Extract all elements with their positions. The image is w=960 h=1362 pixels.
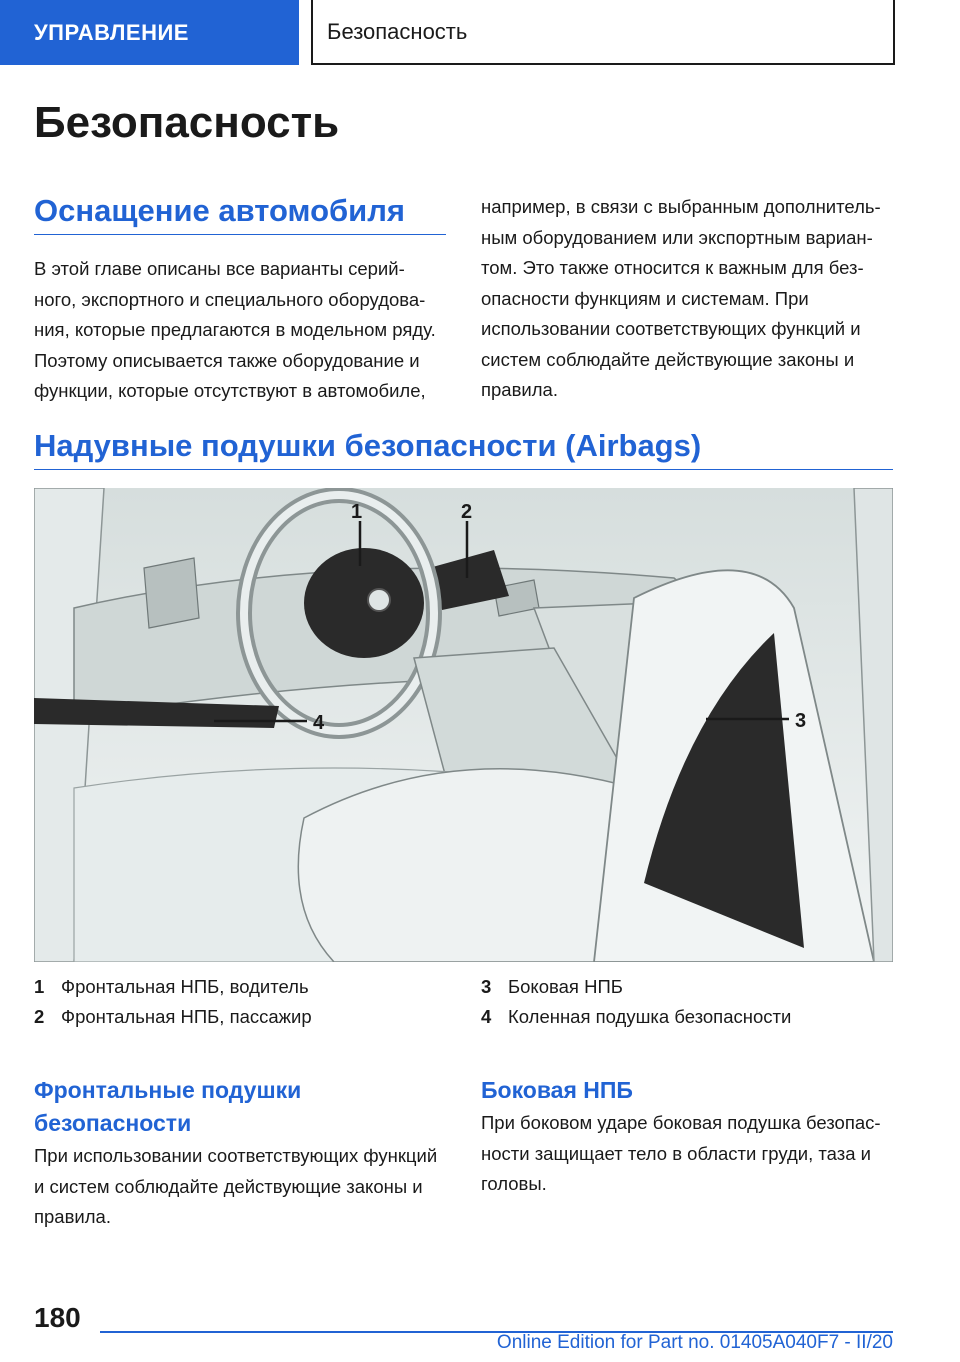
left-air-vent xyxy=(144,558,199,628)
footer-edition-text: Online Edition for Part no. 01405A040F7 - II/20 xyxy=(496,1332,893,1353)
car-interior-drawing xyxy=(34,488,893,962)
equipment-heading-rule xyxy=(34,234,446,235)
legend-item xyxy=(34,972,312,1002)
page-number: 180 xyxy=(34,1302,81,1333)
legend-text: Коленная подушка безопасности xyxy=(508,1006,792,1027)
header-subsection-label: Безопасность xyxy=(327,18,468,44)
header-section-tab xyxy=(0,0,299,65)
callout-number-1: 1 xyxy=(351,501,363,523)
side-airbag-text: При боковом ударе боковая подушка безопас- ности защищает тело в области груди, таза и головы. xyxy=(481,1112,881,1194)
legend-right xyxy=(481,972,791,1032)
equipment-text-left: В этой главе описаны все варианты серий- ного, экспортного и специального оборудова- ния, которые предлагаются в модельном ряду. Поэтому описывается также оборудование и функции, которые отсутствуют в автомобиле, xyxy=(34,258,436,401)
callout-number-2: 2 xyxy=(461,501,473,523)
bmw-logo xyxy=(368,589,390,611)
header-section-label: УПРАВЛЕНИЕ xyxy=(34,19,189,45)
airbag-illustration xyxy=(34,488,893,962)
callout-number-3: 3 xyxy=(795,710,807,732)
equipment-heading: Оснащение автомобиля xyxy=(34,193,405,228)
legend-number: 2 xyxy=(34,1006,45,1027)
legend-item xyxy=(481,1002,791,1032)
header-subsection-box xyxy=(311,0,895,65)
front-airbags-heading: Фронтальные подушки безопасности xyxy=(34,1077,302,1136)
legend-item xyxy=(481,972,791,1002)
airbags-heading-rule xyxy=(34,469,893,470)
equipment-text-right: например, в связи с выбранным дополнитель- ным оборудованием или экспортным вариан- том. Это также относится к важным для без- опасности функциям и системам. При использовании соответствующих функций и систем соблюдайте действующие законы и правила. xyxy=(481,196,881,400)
page-title: Безопасность xyxy=(34,98,340,147)
airbags-heading: Надувные подушки безопасности (Airbags) xyxy=(34,428,702,463)
legend-number: 3 xyxy=(481,976,492,997)
side-airbag-heading: Боковая НПБ xyxy=(481,1077,633,1103)
legend-number: 4 xyxy=(481,1006,492,1027)
legend-number: 1 xyxy=(34,976,45,997)
callout-number-4: 4 xyxy=(313,712,325,734)
driver-airbag-area xyxy=(304,548,424,658)
legend-text: Фронтальная НПБ, пассажир xyxy=(61,1006,312,1027)
legend-item xyxy=(34,1002,312,1032)
legend-left xyxy=(34,972,312,1032)
legend-text: Боковая НПБ xyxy=(508,976,623,997)
legend-text: Фронтальная НПБ, водитель xyxy=(61,976,309,997)
front-airbags-text: При использовании соответствующих функций и систем соблюдайте действующие законы и правила. xyxy=(34,1145,438,1227)
